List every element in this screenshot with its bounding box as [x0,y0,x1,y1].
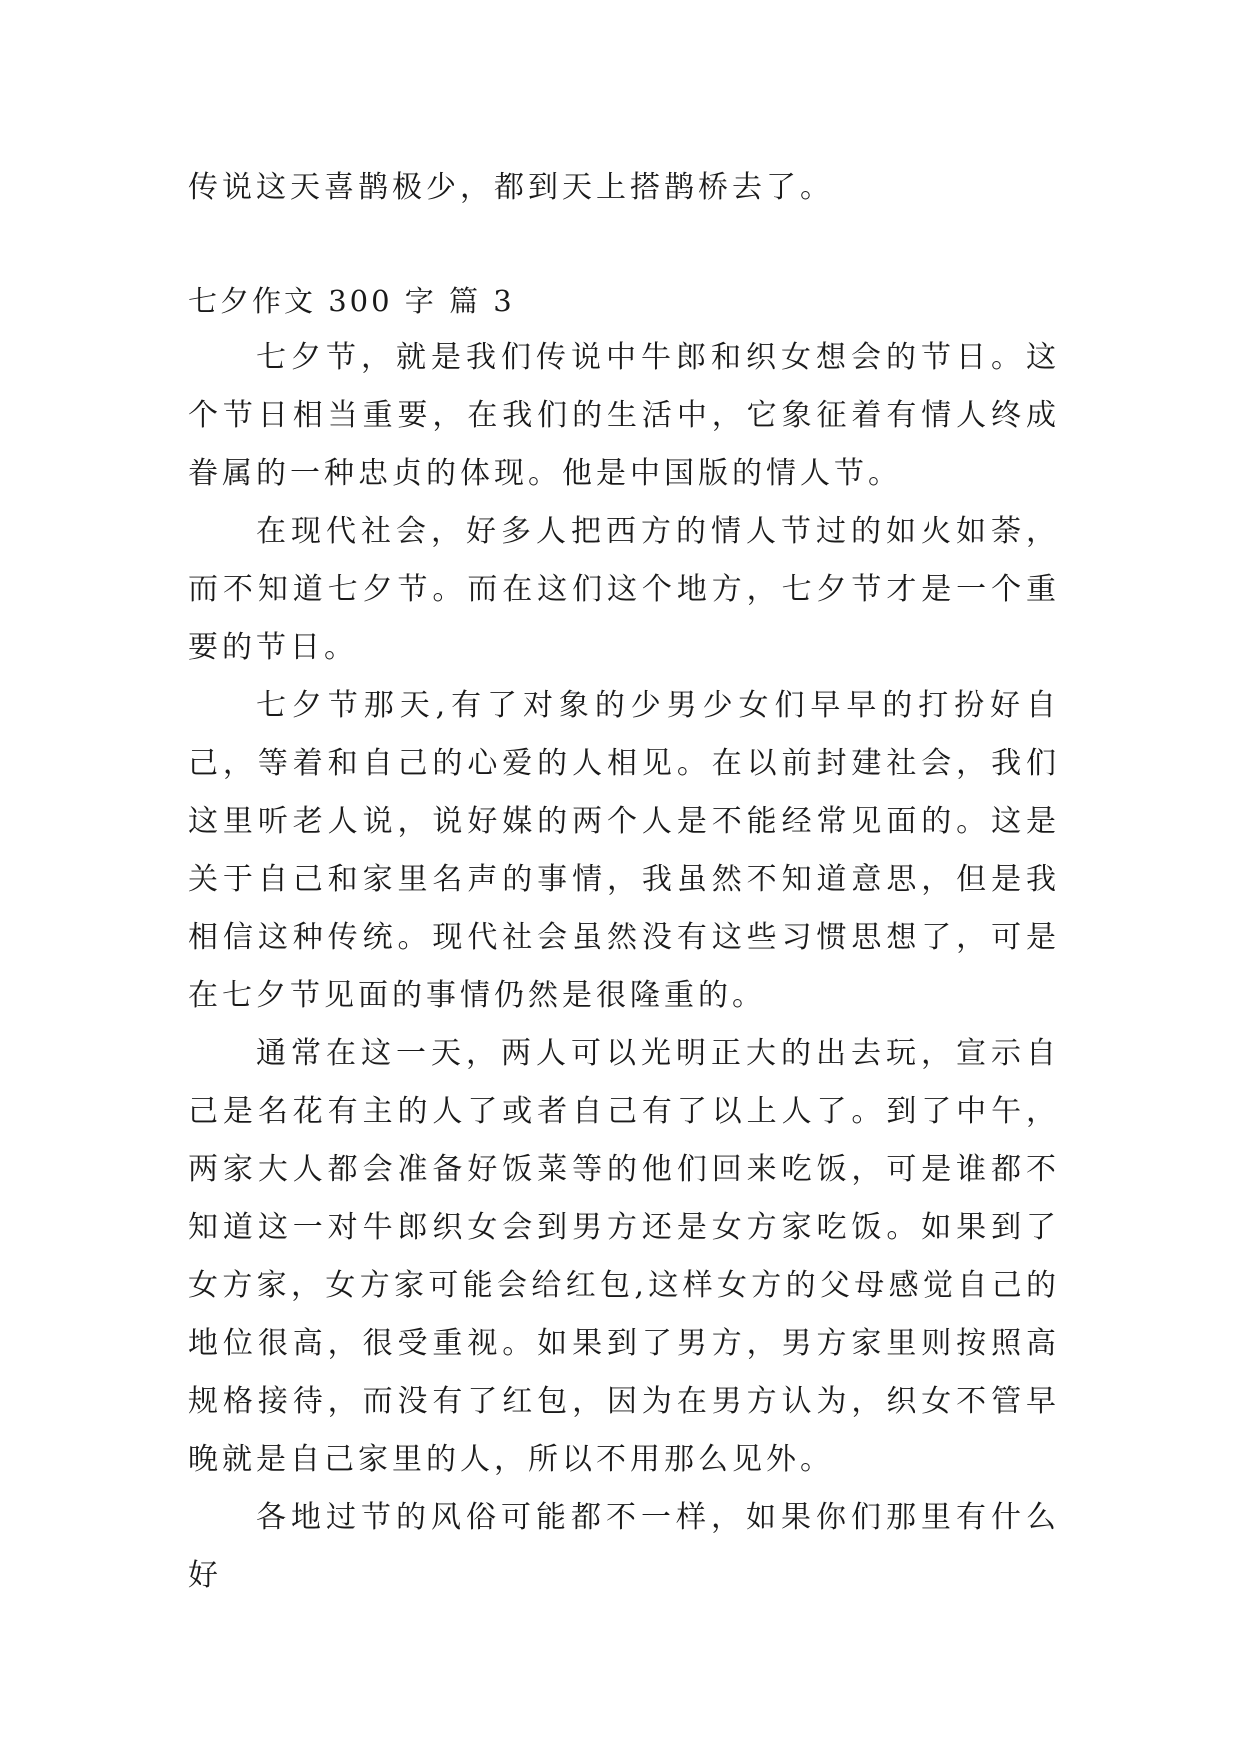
paragraph: 七夕节，就是我们传说中牛郎和织女想会的节日。这个节日相当重要，在我们的生活中，它象征着有情人终成眷属的一种忠贞的体现。他是中国版的情人节。 [188,340,1060,491]
paragraph: 各地过节的风俗可能都不一样，如果你们那里有什么好 [188,1500,1060,1593]
paragraph: 在现代社会，好多人把西方的情人节过的如火如荼，而不知道七夕节。而在这们这个地方，七夕节才是一个重要的节日。 [188,514,1060,665]
paragraph: 通常在这一天，两人可以光明正大的出去玩，宣示自己是名花有主的人了或者自己有了以上人了。到了中午，两家大人都会准备好饭菜等的他们回来吃饭，可是谁都不知道这一对牛郎织女会到男方还是女方家吃饭。如果到了女方家，女方家可能会给红包,这样女方的父母感觉自己的地位很高，很受重视。如果到了男方，男方家里则按照高规格接待，而没有了红包，因为在男方认为，织女不管早晚就是自己家里的人，所以不用那么见外。 [188,1036,1060,1477]
essay-body [188,329,1060,1605]
continuation-line: 传说这天喜鹊极少，都到天上搭鹊桥去了。 [188,170,834,205]
section-heading: 七夕作文 300 字 篇 3 [188,284,515,318]
paragraph: 七夕节那天,有了对象的少男少女们早早的打扮好自己，等着和自己的心爱的人相见。在以前封建社会，我们这里听老人说，说好媒的两个人是不能经常见面的。这是关于自己和家里名声的事情，我虽然不知道意思，但是我相信这种传统。现代社会虽然没有这些习惯思想了，可是在七夕节见面的事情仍然是很隆重的。 [188,688,1060,1013]
